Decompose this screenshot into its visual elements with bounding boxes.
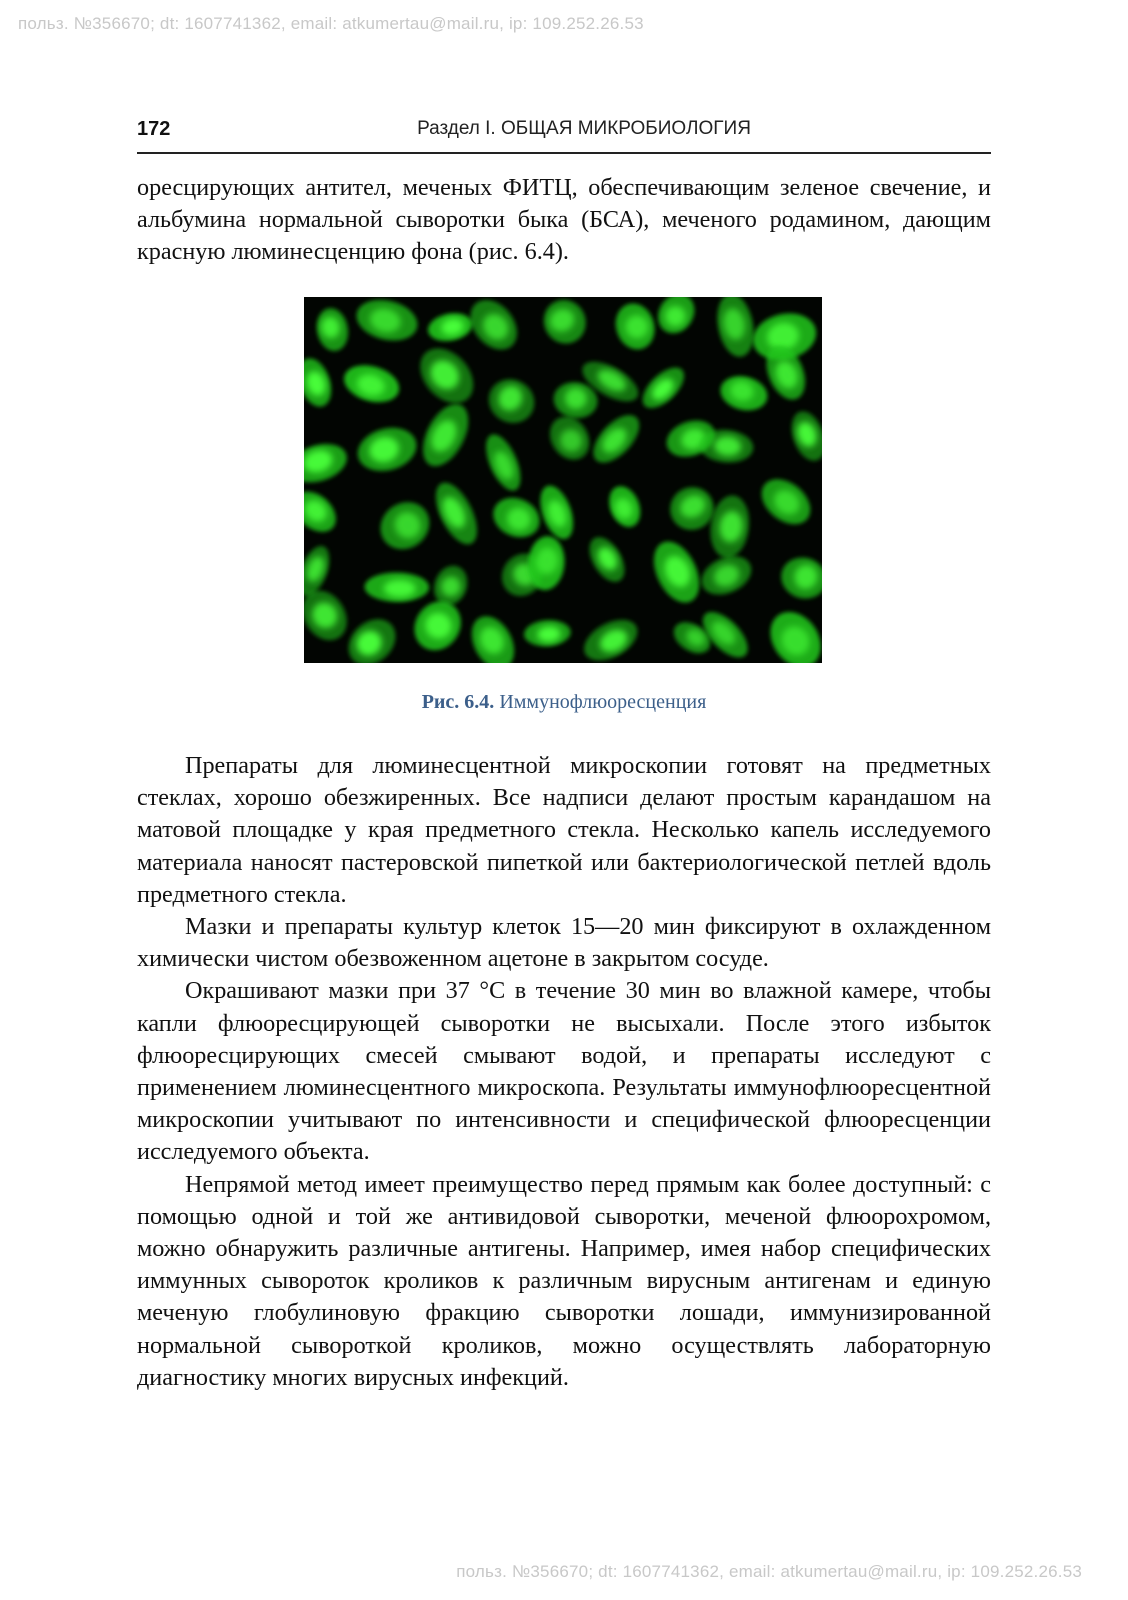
intro-paragraph: оресцирующих антител, меченых ФИТЦ, обеспечивающим зеленое свечение, и альбумина нормальной сыворотки быка (БСА), меченого родамином, дающим красную люминесценцию фона (рис. 6.4). <box>137 174 991 266</box>
fluorescent-cell <box>410 338 484 414</box>
fluorescent-cell <box>339 610 404 663</box>
fluorescent-cell <box>603 482 646 532</box>
fluorescent-cell <box>427 476 485 550</box>
fluorescent-cell <box>712 297 758 360</box>
intro-text <box>137 172 991 269</box>
watermark-top: польз. №356670; dt: 1607741362, email: atkumertau@mail.ru, ip: 109.252.26.53 <box>18 14 644 33</box>
fluorescent-cell <box>753 470 819 533</box>
paragraph: Непрямой метод имеет преимущество перед прямым как более доступный: с помощью одной и той же антивидовой сыворотки, меченой флюорохромом, можно обнаружить различные антигены. Например, имея набор специфических иммунных сывороток кроликов к различным вирусным антигенам и единую меченую глобулиновую фракцию сыворотки лошади, иммунизированной нормальной сывороткой кроликов, можно осуществлять лабораторную диагностику многих вирусных инфекций. <box>137 1170 991 1391</box>
paragraph: Окрашивают мазки при 37 °С в течение 30 мин во влажной камере, чтобы капли флюоресцирующей сыворотки не высыхали. После этого избыток флюоресцирующих смесей смывают водой, и препараты исследуют с применением люминесцентного микроскопа. Результаты иммунофлюоресцентной микроскопии учитывают по интенсивности и специфической флюоресценции исследуемого объекта. <box>137 977 991 1166</box>
fluorescent-cell <box>582 531 632 588</box>
page-number: 172 <box>137 118 171 140</box>
fluorescent-cell <box>785 407 822 466</box>
fluorescent-cell <box>534 481 580 543</box>
fluorescent-cell <box>352 297 421 347</box>
fluorescent-cell <box>542 409 598 467</box>
cells-image <box>304 297 822 663</box>
fluorescent-cell <box>353 421 422 477</box>
fluorescent-cell <box>414 397 478 474</box>
fluorescent-cell <box>371 493 438 559</box>
fluorescent-cell <box>313 306 351 354</box>
fluorescent-cell <box>481 371 543 431</box>
paragraph: Мазки и препараты культур клеток 15—20 мин фиксируют в охлажденном химически чистом обезвоженном ацетоне в закрытом сосуде. <box>137 913 991 973</box>
fluorescent-cell <box>523 619 571 648</box>
fluorescent-cell <box>479 430 528 496</box>
fluorescence-micrograph <box>304 297 822 663</box>
figure-caption <box>137 691 991 714</box>
page-header <box>137 112 991 154</box>
fluorescent-cell <box>707 493 753 560</box>
fluorescent-cell <box>636 360 691 415</box>
fluorescent-cell <box>304 484 344 540</box>
running-head: Раздел I. ОБЩАЯ МИКРОБИОЛОГИЯ <box>417 118 751 139</box>
fluorescent-cell <box>610 298 660 354</box>
fluorescent-cell <box>645 534 709 610</box>
fluorescent-cell <box>760 602 822 663</box>
caption-label: Рис. 6.4. <box>421 691 495 713</box>
caption-text: Иммунофлюоресценция <box>499 691 707 713</box>
fluorescent-cell <box>463 609 523 663</box>
fluorescent-cell <box>776 552 822 605</box>
watermark-bottom: польз. №356670; dt: 1607741362, email: atkumertau@mail.ru, ip: 109.252.26.53 <box>456 1562 1082 1581</box>
paragraph: Препараты для люминесцентной микроскопии готовят на предметных стеклах, хорошо обезжиренных. Все надписи делают простым карандашом на матовой площадке у края предметного стекла. Несколько капель исследуемого материала наносят пастеровской пипеткой или бактериологической петлей вдоль предметного стекла. <box>137 752 991 908</box>
fluorescent-cell <box>717 371 771 415</box>
fluorescent-cell <box>536 297 593 351</box>
fluorescent-cell <box>651 297 702 340</box>
fluorescent-cell <box>577 611 644 663</box>
fluorescent-cell <box>304 437 351 488</box>
body-text <box>137 750 991 1394</box>
fluorescent-cell <box>426 310 475 345</box>
fluorescent-cell <box>405 592 470 659</box>
fluorescent-cell <box>585 407 647 471</box>
fluorescent-cell <box>304 354 337 411</box>
fluorescent-cell <box>364 572 429 602</box>
fluorescent-cell <box>340 359 404 408</box>
fluorescent-cell <box>487 491 546 545</box>
